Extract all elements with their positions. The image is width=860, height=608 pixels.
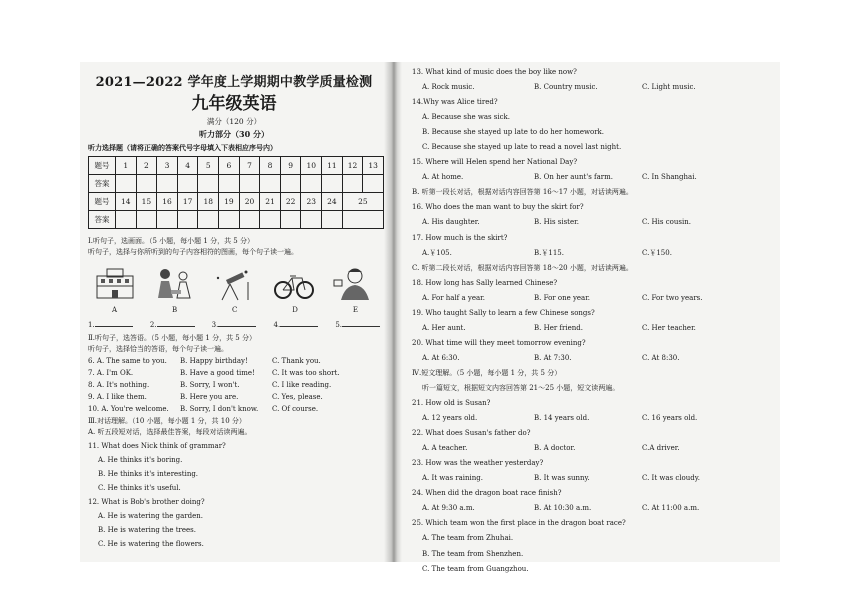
option-b: B. He thinks it's interesting. <box>98 470 199 479</box>
question-19: 19. Who taught Sally to learn a few Chinese songs? <box>412 308 595 317</box>
question-number-cell: 18 <box>198 193 219 211</box>
answer-blank[interactable] <box>150 320 195 329</box>
option-c: C. Light music. <box>642 83 696 92</box>
options-row <box>412 324 776 332</box>
row-label: 答案 <box>89 175 116 193</box>
section4-instruction: 听一篇短文，根据短文内容回答第 21～25 小题，短文读两遍。 <box>422 383 620 392</box>
building-picture <box>92 264 138 304</box>
bicycle-picture <box>271 264 317 304</box>
option-a: A. Rock music. <box>422 83 475 92</box>
option-a: A. Her aunt. <box>422 323 466 332</box>
blank-number: 1. <box>88 321 95 330</box>
option-c: C. Because she stayed up late to read a novel last night. <box>422 143 622 152</box>
option-b: B. Country music. <box>534 83 598 92</box>
right-column <box>412 64 776 573</box>
question-number-cell: 6 <box>219 157 240 175</box>
option-b: B. 14 years old. <box>534 414 590 423</box>
question-number-cell: 20 <box>239 193 260 211</box>
answer-cell[interactable] <box>260 211 281 229</box>
option-c: C.￥150. <box>642 248 672 257</box>
question-number-cell: 19 <box>219 193 240 211</box>
option-b: B.￥115. <box>534 248 564 257</box>
option-b: B. Because she stayed up late to do her homework. <box>422 128 605 137</box>
question-12: 12. What is Bob's brother doing? <box>88 498 205 507</box>
exam-title: 2021—2022 学年度上学期期中教学质量检测 <box>95 75 373 90</box>
answer-cell[interactable] <box>136 211 157 229</box>
option-b: B. The team from Shenzhen. <box>422 549 524 558</box>
answer-cell[interactable] <box>301 175 322 193</box>
option-b: B. Sorry, I don't know. <box>180 404 259 413</box>
question-number-cell: 11 <box>322 157 343 175</box>
question-number-cell: 14 <box>116 193 137 211</box>
section3-heading: Ⅲ.对话理解。（10 小题，每小题 1 分，共 10 分） <box>88 416 246 425</box>
answer-cell[interactable] <box>198 211 219 229</box>
blank-number: 3. <box>211 321 219 330</box>
option-c: C. It was too short. <box>272 368 340 377</box>
list-item <box>88 357 380 365</box>
page-fold <box>384 62 402 562</box>
option-b: B. It was sunny. <box>534 474 590 483</box>
table-row <box>89 193 384 211</box>
left-column <box>88 70 380 548</box>
option-c: C. His cousin. <box>642 218 691 227</box>
answer-blanks <box>88 320 380 329</box>
question-number-cell: 8 <box>260 157 281 175</box>
answer-table <box>88 156 384 229</box>
option-b: B. A doctor. <box>534 444 576 453</box>
picture-row <box>88 264 380 304</box>
answer-sheet-instruction: 听力选择题（请将正确的答案代号字母填入下表相应序号内） <box>88 143 277 153</box>
option-b: B. His sister. <box>534 218 579 227</box>
question-17: 17. How much is the skirt? <box>412 233 508 242</box>
answer-cell[interactable] <box>239 175 260 193</box>
option-b: B. Her friend. <box>534 323 583 332</box>
section2-instruction: 听句子，选择恰当的答语，每个句子读一遍。 <box>88 344 228 353</box>
answer-cell[interactable] <box>157 175 178 193</box>
option-a: A. At 6:30. <box>422 353 460 362</box>
row-label: 答案 <box>89 211 116 229</box>
answer-cell[interactable] <box>219 175 240 193</box>
answer-blank[interactable] <box>88 320 133 329</box>
question-number-cell: 22 <box>280 193 301 211</box>
question-18: 18. How long has Sally learned Chinese? <box>412 278 558 287</box>
option-a: A.￥105. <box>422 248 452 257</box>
answer-blank[interactable] <box>335 320 380 329</box>
question-number-cell: 7 <box>239 157 260 175</box>
list-item <box>88 381 380 389</box>
option-c: C. At 11:00 a.m. <box>642 504 700 513</box>
option-a: 8. A. It's nothing. <box>88 380 150 389</box>
question-number-cell: 23 <box>301 193 322 211</box>
option-c: C. At 8:30. <box>642 353 680 362</box>
option-c: C. Of course. <box>272 404 319 413</box>
speaker-portrait-picture <box>330 264 376 304</box>
options-row <box>412 444 776 452</box>
answer-cell[interactable] <box>322 211 343 229</box>
option-c: C. Her teacher. <box>642 323 696 332</box>
options-row <box>412 354 776 362</box>
question-25: 25. Which team won the first place in the dragon boat race? <box>412 519 626 528</box>
answer-cell[interactable] <box>280 175 301 193</box>
option-a: A. At 9:30 a.m. <box>422 504 475 513</box>
answer-cell[interactable] <box>301 211 322 229</box>
question-20: 20. What time will they meet tomorrow evening? <box>412 338 586 347</box>
question-number-cell: 12 <box>342 157 363 175</box>
answer-cell[interactable] <box>177 211 198 229</box>
answer-cell[interactable] <box>342 175 363 193</box>
picture-letter: C <box>232 306 238 315</box>
option-b: B. Sorry, I won't. <box>180 380 240 389</box>
question-number-cell: 4 <box>177 157 198 175</box>
question-number-cell: 1 <box>116 157 137 175</box>
options-row <box>412 474 776 482</box>
people-talking-picture <box>152 264 198 304</box>
answer-cell[interactable] <box>116 175 137 193</box>
question-23: 23. How was the weather yesterday? <box>412 459 544 468</box>
row-label: 题号 <box>89 157 116 175</box>
option-a: A. 12 years old. <box>422 414 478 423</box>
option-c: C. Thank you. <box>272 356 321 365</box>
telescope-picture <box>211 264 257 304</box>
table-row <box>89 175 384 193</box>
table-row <box>89 211 384 229</box>
options-row <box>412 414 776 422</box>
question-21: 21. How old is Susan? <box>412 399 491 408</box>
option-a: A. It was raining. <box>422 474 484 483</box>
list-item <box>88 405 380 413</box>
option-a: 9. A. I like them. <box>88 392 147 401</box>
option-a: 6. A. The same to you. <box>88 356 167 365</box>
answer-cell[interactable] <box>342 211 383 229</box>
answer-cell[interactable] <box>363 175 384 193</box>
row-label: 题号 <box>89 193 116 211</box>
option-a: 7. A. I'm OK. <box>88 368 134 377</box>
question-22: 22. What does Susan's father do? <box>412 429 531 438</box>
options-row <box>412 173 776 181</box>
question-number-cell: 10 <box>301 157 322 175</box>
option-a: A. For half a year. <box>422 293 485 302</box>
picture-letter: E <box>352 306 358 315</box>
options-row <box>412 504 776 512</box>
answer-blank[interactable] <box>273 320 318 329</box>
option-a: A. He thinks it's boring. <box>98 456 183 464</box>
question-number-cell: 15 <box>136 193 157 211</box>
question-number-cell: 5 <box>198 157 219 175</box>
question-number-cell: 9 <box>280 157 301 175</box>
options-row <box>412 249 776 257</box>
answer-cell[interactable] <box>239 211 260 229</box>
list-item <box>88 369 380 377</box>
option-c: C. I like reading. <box>272 380 332 389</box>
question-number-cell: 13 <box>363 157 384 175</box>
part-c-instruction: C. 听第二段长对话，根据对话内容回答第 18～20 小题，对话读两遍。 <box>412 263 633 272</box>
picture-letter: A <box>112 306 118 315</box>
answer-cell[interactable] <box>280 211 301 229</box>
options-row <box>412 294 776 302</box>
options-row <box>412 83 776 91</box>
picture-letter: B <box>171 306 178 315</box>
option-b: B. Happy birthday! <box>180 356 248 365</box>
answer-blank[interactable] <box>212 320 257 329</box>
question-number-cell: 2 <box>136 157 157 175</box>
question-15: 15. Where will Helen spend her National Day? <box>412 158 578 167</box>
section3-instruction: A. 听五段短对话，选择最佳答案，每段对话读两遍。 <box>88 427 252 436</box>
table-row <box>89 157 384 175</box>
picture-letter: D <box>292 306 298 315</box>
option-c: C. 16 years old. <box>642 414 698 423</box>
question-11: 11. What does Nick think of grammar? <box>88 441 226 450</box>
question-number-cell: 24 <box>322 193 343 211</box>
option-a: A. He is watering the garden. <box>98 512 203 521</box>
question-16: 16. Who does the man want to buy the skirt for? <box>412 203 584 212</box>
option-c: C. For two years. <box>642 293 703 302</box>
option-c: C. Yes, please. <box>272 392 323 401</box>
question-24: 24. When did the dragon boat race finish? <box>412 489 562 498</box>
options-row <box>412 218 776 226</box>
blank-number: 4. <box>273 321 281 330</box>
option-b: B. At 10:30 a.m. <box>534 504 592 513</box>
question-14: 14.Why was Alice tired? <box>412 98 498 107</box>
section4-heading: Ⅳ.短文理解。（5 小题，每小题 1 分，共 5 分） <box>412 368 562 377</box>
answer-cell[interactable] <box>116 211 137 229</box>
question-number-cell: 25 <box>342 193 383 211</box>
picture-letters <box>88 306 380 314</box>
option-a: 10. A. You're welcome. <box>88 404 169 413</box>
question-number-cell: 16 <box>157 193 178 211</box>
section1-instruction: 听句子，选择与你所听到的句子内容相符的图画，每个句子读一遍。 <box>88 248 298 257</box>
option-c: C. He is watering the flowers. <box>98 540 204 549</box>
part-b-instruction: B. 听第一段长对话，根据对话内容回答第 16～17 小题，对话读两遍。 <box>412 188 633 197</box>
list-item <box>88 393 380 401</box>
option-b: B. On her aunt's farm. <box>534 173 614 182</box>
question-13: 13. What kind of music does the boy like now? <box>412 68 577 76</box>
option-a: A. The team from Zhuhai. <box>422 534 514 543</box>
answer-cell[interactable] <box>198 175 219 193</box>
option-c: C.A driver. <box>642 444 680 453</box>
answer-cell[interactable] <box>219 211 240 229</box>
answer-cell[interactable] <box>177 175 198 193</box>
answer-cell[interactable] <box>322 175 343 193</box>
option-a: A. A teacher. <box>422 444 468 453</box>
option-a: A. His daughter. <box>422 218 480 227</box>
question-number-cell: 3 <box>157 157 178 175</box>
blank-number: 5. <box>335 321 342 330</box>
part-title: 听力部分（30 分） <box>199 129 269 140</box>
section1-heading: Ⅰ.听句子，选画面。（5 小题，每小题 1 分，共 5 分） <box>88 237 254 246</box>
option-a: A. At home. <box>422 173 464 182</box>
option-b: B. He is watering the trees. <box>98 526 196 535</box>
option-b: B. Have a good time! <box>180 368 255 377</box>
answer-cell[interactable] <box>136 175 157 193</box>
option-c: C. It was cloudy. <box>642 474 700 483</box>
total-score: 满分（120 分） <box>206 117 262 127</box>
question-number-cell: 17 <box>177 193 198 211</box>
option-c: C. In Shanghai. <box>642 173 697 182</box>
option-c: C. He thinks it's useful. <box>98 484 181 493</box>
question-number-cell: 21 <box>260 193 281 211</box>
option-c: C. The team from Guangzhou. <box>422 564 529 573</box>
option-a: A. Because she was sick. <box>422 113 511 122</box>
option-b: B. For one year. <box>534 293 591 302</box>
blank-number: 2. <box>149 321 157 330</box>
section2-heading: Ⅱ.听句子，选答语。（5 小题，每小题 1 分，共 5 分） <box>88 333 256 342</box>
answer-cell[interactable] <box>260 175 281 193</box>
answer-cell[interactable] <box>157 211 178 229</box>
option-b: B. At 7:30. <box>534 353 572 362</box>
option-b: B. Here you are. <box>180 392 239 401</box>
subject-title: 九年级英语 <box>191 93 277 114</box>
